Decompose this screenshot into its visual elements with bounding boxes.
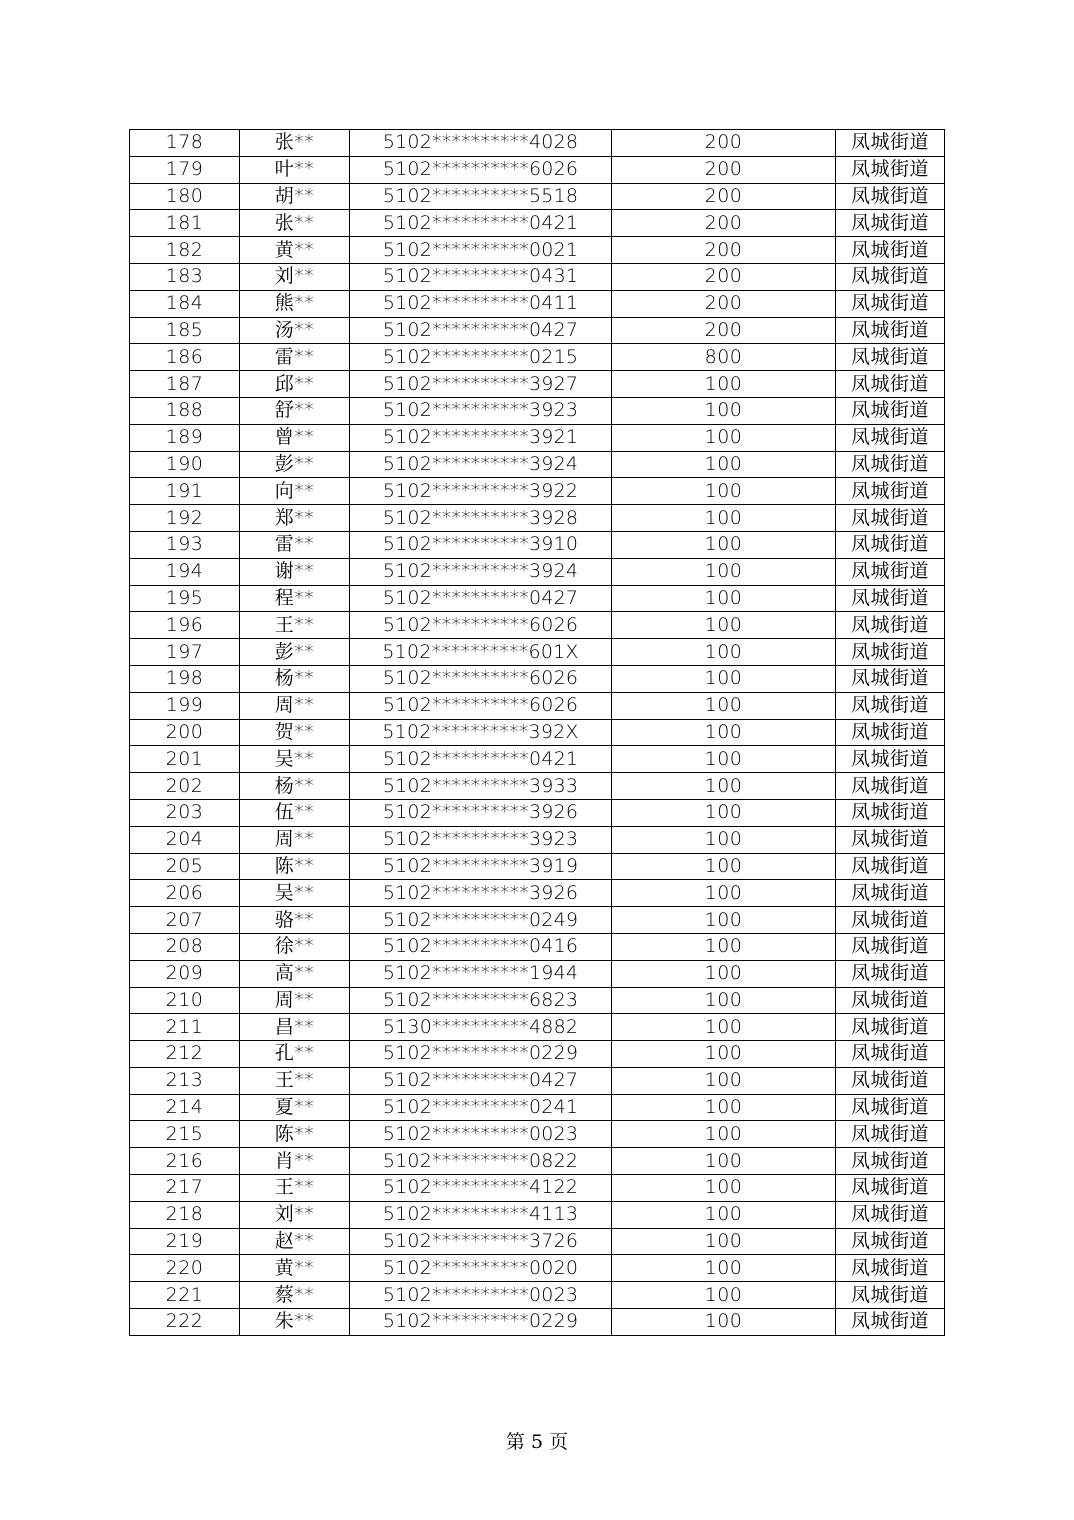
street-cell: 凤城街道 [836, 531, 945, 558]
street-cell: 凤城街道 [836, 263, 945, 290]
street-cell: 凤城街道 [836, 1309, 945, 1336]
amount-cell: 100 [612, 1282, 836, 1309]
street-cell: 凤城街道 [836, 397, 945, 424]
id-number-cell: 5102**********0249 [350, 907, 612, 934]
amount-cell: 100 [612, 960, 836, 987]
table-row [130, 960, 945, 987]
amount-cell: 100 [612, 933, 836, 960]
name-cell: 高** [240, 960, 350, 987]
name-cell: 周** [240, 987, 350, 1014]
amount-cell: 100 [612, 397, 836, 424]
table-row [130, 237, 945, 264]
seq-cell: 189 [130, 424, 240, 451]
amount-cell: 100 [612, 826, 836, 853]
seq-cell: 222 [130, 1309, 240, 1336]
seq-cell: 210 [130, 987, 240, 1014]
street-cell: 凤城街道 [836, 424, 945, 451]
table-row [130, 746, 945, 773]
id-number-cell: 5102**********0431 [350, 263, 612, 290]
seq-cell: 180 [130, 183, 240, 210]
table-row [130, 1175, 945, 1202]
name-cell: 黄** [240, 1255, 350, 1282]
seq-cell: 209 [130, 960, 240, 987]
name-cell: 骆** [240, 907, 350, 934]
amount-cell: 100 [612, 1201, 836, 1228]
id-number-cell: 5102**********4028 [350, 130, 612, 157]
name-cell: 刘** [240, 1201, 350, 1228]
id-number-cell: 5102**********5518 [350, 183, 612, 210]
id-number-cell: 5102**********6026 [350, 156, 612, 183]
seq-cell: 208 [130, 933, 240, 960]
seq-cell: 206 [130, 880, 240, 907]
name-cell: 夏** [240, 1094, 350, 1121]
id-number-cell: 5102**********0427 [350, 1067, 612, 1094]
id-number-cell: 5102**********392X [350, 719, 612, 746]
name-cell: 吴** [240, 880, 350, 907]
street-cell: 凤城街道 [836, 1201, 945, 1228]
id-number-cell: 5102**********4122 [350, 1175, 612, 1202]
id-number-cell: 5102**********3726 [350, 1228, 612, 1255]
street-cell: 凤城街道 [836, 773, 945, 800]
name-cell: 贺** [240, 719, 350, 746]
table-row [130, 1121, 945, 1148]
seq-cell: 184 [130, 290, 240, 317]
id-number-cell: 5102**********0427 [350, 585, 612, 612]
seq-cell: 215 [130, 1121, 240, 1148]
amount-cell: 200 [612, 317, 836, 344]
amount-cell: 100 [612, 1309, 836, 1336]
amount-cell: 100 [612, 1094, 836, 1121]
table-row [130, 612, 945, 639]
street-cell: 凤城街道 [836, 210, 945, 237]
name-cell: 王** [240, 612, 350, 639]
name-cell: 王** [240, 1067, 350, 1094]
street-cell: 凤城街道 [836, 1282, 945, 1309]
seq-cell: 197 [130, 639, 240, 666]
amount-cell: 100 [612, 371, 836, 398]
street-cell: 凤城街道 [836, 933, 945, 960]
table-row [130, 531, 945, 558]
street-cell: 凤城街道 [836, 746, 945, 773]
id-number-cell: 5102**********0229 [350, 1309, 612, 1336]
street-cell: 凤城街道 [836, 317, 945, 344]
name-cell: 叶** [240, 156, 350, 183]
id-number-cell: 5102**********3919 [350, 853, 612, 880]
amount-cell: 100 [612, 907, 836, 934]
seq-cell: 178 [130, 130, 240, 157]
amount-cell: 100 [612, 987, 836, 1014]
amount-cell: 200 [612, 130, 836, 157]
seq-cell: 190 [130, 451, 240, 478]
id-number-cell: 5102**********0421 [350, 210, 612, 237]
name-cell: 刘** [240, 263, 350, 290]
seq-cell: 211 [130, 1014, 240, 1041]
table-row [130, 639, 945, 666]
id-number-cell: 5102**********3924 [350, 451, 612, 478]
id-number-cell: 5102**********3921 [350, 424, 612, 451]
id-number-cell: 5102**********3926 [350, 799, 612, 826]
id-number-cell: 5102**********3926 [350, 880, 612, 907]
id-number-cell: 5102**********0229 [350, 1041, 612, 1068]
street-cell: 凤城街道 [836, 853, 945, 880]
street-cell: 凤城街道 [836, 692, 945, 719]
table-row [130, 773, 945, 800]
table-row [130, 1148, 945, 1175]
id-number-cell: 5102**********3924 [350, 558, 612, 585]
name-cell: 赵** [240, 1228, 350, 1255]
street-cell: 凤城街道 [836, 1255, 945, 1282]
name-cell: 周** [240, 826, 350, 853]
amount-cell: 100 [612, 1121, 836, 1148]
name-cell: 陈** [240, 853, 350, 880]
id-number-cell: 5102**********0241 [350, 1094, 612, 1121]
amount-cell: 100 [612, 612, 836, 639]
id-number-cell: 5102**********0020 [350, 1255, 612, 1282]
id-number-cell: 5102**********6823 [350, 987, 612, 1014]
table-row [130, 371, 945, 398]
id-number-cell: 5102**********3927 [350, 371, 612, 398]
seq-cell: 221 [130, 1282, 240, 1309]
street-cell: 凤城街道 [836, 1121, 945, 1148]
id-number-cell: 5102**********0421 [350, 746, 612, 773]
street-cell: 凤城街道 [836, 183, 945, 210]
amount-cell: 100 [612, 853, 836, 880]
amount-cell: 200 [612, 263, 836, 290]
street-cell: 凤城街道 [836, 987, 945, 1014]
id-number-cell: 5102**********601X [350, 639, 612, 666]
amount-cell: 100 [612, 1148, 836, 1175]
seq-cell: 202 [130, 773, 240, 800]
name-cell: 曾** [240, 424, 350, 451]
name-cell: 雷** [240, 531, 350, 558]
table-row [130, 1067, 945, 1094]
amount-cell: 100 [612, 799, 836, 826]
street-cell: 凤城街道 [836, 612, 945, 639]
id-number-cell: 5102**********3922 [350, 478, 612, 505]
seq-cell: 188 [130, 397, 240, 424]
seq-cell: 219 [130, 1228, 240, 1255]
name-cell: 向** [240, 478, 350, 505]
id-number-cell: 5102**********0023 [350, 1282, 612, 1309]
id-number-cell: 5102**********0416 [350, 933, 612, 960]
roster-table-body [130, 130, 945, 1336]
seq-cell: 179 [130, 156, 240, 183]
table-row [130, 156, 945, 183]
seq-cell: 203 [130, 799, 240, 826]
name-cell: 肖** [240, 1148, 350, 1175]
table-row [130, 478, 945, 505]
street-cell: 凤城街道 [836, 290, 945, 317]
id-number-cell: 5102**********0822 [350, 1148, 612, 1175]
id-number-cell: 5102**********1944 [350, 960, 612, 987]
name-cell: 彭** [240, 451, 350, 478]
table-row [130, 1255, 945, 1282]
table-row [130, 585, 945, 612]
id-number-cell: 5102**********0021 [350, 237, 612, 264]
street-cell: 凤城街道 [836, 156, 945, 183]
seq-cell: 183 [130, 263, 240, 290]
table-row [130, 344, 945, 371]
table-row [130, 1094, 945, 1121]
street-cell: 凤城街道 [836, 799, 945, 826]
seq-cell: 187 [130, 371, 240, 398]
name-cell: 雷** [240, 344, 350, 371]
street-cell: 凤城街道 [836, 558, 945, 585]
street-cell: 凤城街道 [836, 1041, 945, 1068]
street-cell: 凤城街道 [836, 880, 945, 907]
amount-cell: 200 [612, 210, 836, 237]
page-number: 第 5 页 [505, 1431, 569, 1453]
name-cell: 杨** [240, 773, 350, 800]
table-row [130, 1014, 945, 1041]
name-cell: 黄** [240, 237, 350, 264]
street-cell: 凤城街道 [836, 1148, 945, 1175]
table-row [130, 1309, 945, 1336]
name-cell: 熊** [240, 290, 350, 317]
table-row [130, 799, 945, 826]
id-number-cell: 5130**********4882 [350, 1014, 612, 1041]
name-cell: 伍** [240, 799, 350, 826]
street-cell: 凤城街道 [836, 1067, 945, 1094]
seq-cell: 207 [130, 907, 240, 934]
table-row [130, 1282, 945, 1309]
name-cell: 王** [240, 1175, 350, 1202]
street-cell: 凤城街道 [836, 344, 945, 371]
table-row [130, 1228, 945, 1255]
table-row [130, 451, 945, 478]
street-cell: 凤城街道 [836, 826, 945, 853]
street-cell: 凤城街道 [836, 1094, 945, 1121]
id-number-cell: 5102**********0215 [350, 344, 612, 371]
seq-cell: 199 [130, 692, 240, 719]
seq-cell: 220 [130, 1255, 240, 1282]
name-cell: 徐** [240, 933, 350, 960]
seq-cell: 185 [130, 317, 240, 344]
table-row [130, 130, 945, 157]
amount-cell: 100 [612, 639, 836, 666]
name-cell: 郑** [240, 505, 350, 532]
seq-cell: 212 [130, 1041, 240, 1068]
name-cell: 陈** [240, 1121, 350, 1148]
amount-cell: 100 [612, 531, 836, 558]
seq-cell: 196 [130, 612, 240, 639]
id-number-cell: 5102**********3923 [350, 397, 612, 424]
name-cell: 舒** [240, 397, 350, 424]
name-cell: 谢** [240, 558, 350, 585]
table-row [130, 317, 945, 344]
seq-cell: 198 [130, 665, 240, 692]
seq-cell: 182 [130, 237, 240, 264]
name-cell: 程** [240, 585, 350, 612]
table-row [130, 210, 945, 237]
table-row [130, 826, 945, 853]
seq-cell: 181 [130, 210, 240, 237]
street-cell: 凤城街道 [836, 1175, 945, 1202]
id-number-cell: 5102**********6026 [350, 692, 612, 719]
amount-cell: 100 [612, 1255, 836, 1282]
name-cell: 彭** [240, 639, 350, 666]
street-cell: 凤城街道 [836, 907, 945, 934]
seq-cell: 186 [130, 344, 240, 371]
amount-cell: 200 [612, 290, 836, 317]
street-cell: 凤城街道 [836, 1228, 945, 1255]
table-row [130, 933, 945, 960]
seq-cell: 205 [130, 853, 240, 880]
seq-cell: 191 [130, 478, 240, 505]
name-cell: 汤** [240, 317, 350, 344]
amount-cell: 100 [612, 424, 836, 451]
table-row [130, 719, 945, 746]
id-number-cell: 5102**********0411 [350, 290, 612, 317]
seq-cell: 201 [130, 746, 240, 773]
amount-cell: 800 [612, 344, 836, 371]
table-row [130, 558, 945, 585]
street-cell: 凤城街道 [836, 639, 945, 666]
id-number-cell: 5102**********6026 [350, 612, 612, 639]
name-cell: 杨** [240, 665, 350, 692]
street-cell: 凤城街道 [836, 130, 945, 157]
amount-cell: 100 [612, 451, 836, 478]
street-cell: 凤城街道 [836, 665, 945, 692]
amount-cell: 100 [612, 505, 836, 532]
table-row [130, 397, 945, 424]
street-cell: 凤城街道 [836, 371, 945, 398]
amount-cell: 100 [612, 692, 836, 719]
amount-cell: 100 [612, 746, 836, 773]
seq-cell: 204 [130, 826, 240, 853]
name-cell: 孔** [240, 1041, 350, 1068]
id-number-cell: 5102**********4113 [350, 1201, 612, 1228]
amount-cell: 100 [612, 773, 836, 800]
name-cell: 张** [240, 210, 350, 237]
street-cell: 凤城街道 [836, 960, 945, 987]
table-row [130, 505, 945, 532]
amount-cell: 100 [612, 880, 836, 907]
id-number-cell: 5102**********0023 [350, 1121, 612, 1148]
amount-cell: 100 [612, 665, 836, 692]
table-row [130, 1201, 945, 1228]
table-row [130, 424, 945, 451]
seq-cell: 218 [130, 1201, 240, 1228]
id-number-cell: 5102**********3928 [350, 505, 612, 532]
table-row [130, 880, 945, 907]
seq-cell: 214 [130, 1094, 240, 1121]
street-cell: 凤城街道 [836, 505, 945, 532]
table-row [130, 853, 945, 880]
amount-cell: 200 [612, 183, 836, 210]
id-number-cell: 5102**********0427 [350, 317, 612, 344]
table-row [130, 263, 945, 290]
id-number-cell: 5102**********6026 [350, 665, 612, 692]
street-cell: 凤城街道 [836, 478, 945, 505]
seq-cell: 192 [130, 505, 240, 532]
table-row [130, 692, 945, 719]
amount-cell: 100 [612, 1175, 836, 1202]
street-cell: 凤城街道 [836, 1014, 945, 1041]
name-cell: 胡** [240, 183, 350, 210]
id-number-cell: 5102**********3910 [350, 531, 612, 558]
id-number-cell: 5102**********3933 [350, 773, 612, 800]
amount-cell: 200 [612, 237, 836, 264]
street-cell: 凤城街道 [836, 719, 945, 746]
table-row [130, 987, 945, 1014]
amount-cell: 100 [612, 585, 836, 612]
table-row [130, 665, 945, 692]
name-cell: 张** [240, 130, 350, 157]
amount-cell: 100 [612, 719, 836, 746]
id-number-cell: 5102**********3923 [350, 826, 612, 853]
amount-cell: 100 [612, 478, 836, 505]
seq-cell: 216 [130, 1148, 240, 1175]
street-cell: 凤城街道 [836, 451, 945, 478]
table-row [130, 290, 945, 317]
amount-cell: 100 [612, 558, 836, 585]
seq-cell: 213 [130, 1067, 240, 1094]
table-row [130, 183, 945, 210]
street-cell: 凤城街道 [836, 237, 945, 264]
name-cell: 邱** [240, 371, 350, 398]
name-cell: 吴** [240, 746, 350, 773]
seq-cell: 194 [130, 558, 240, 585]
name-cell: 蔡** [240, 1282, 350, 1309]
seq-cell: 200 [130, 719, 240, 746]
seq-cell: 195 [130, 585, 240, 612]
amount-cell: 100 [612, 1228, 836, 1255]
amount-cell: 100 [612, 1067, 836, 1094]
name-cell: 周** [240, 692, 350, 719]
street-cell: 凤城街道 [836, 585, 945, 612]
table-row [130, 907, 945, 934]
name-cell: 朱** [240, 1309, 350, 1336]
name-cell: 昌** [240, 1014, 350, 1041]
amount-cell: 100 [612, 1041, 836, 1068]
amount-cell: 100 [612, 1014, 836, 1041]
table-row [130, 1041, 945, 1068]
roster-table [129, 129, 945, 1336]
amount-cell: 200 [612, 156, 836, 183]
seq-cell: 193 [130, 531, 240, 558]
seq-cell: 217 [130, 1175, 240, 1202]
